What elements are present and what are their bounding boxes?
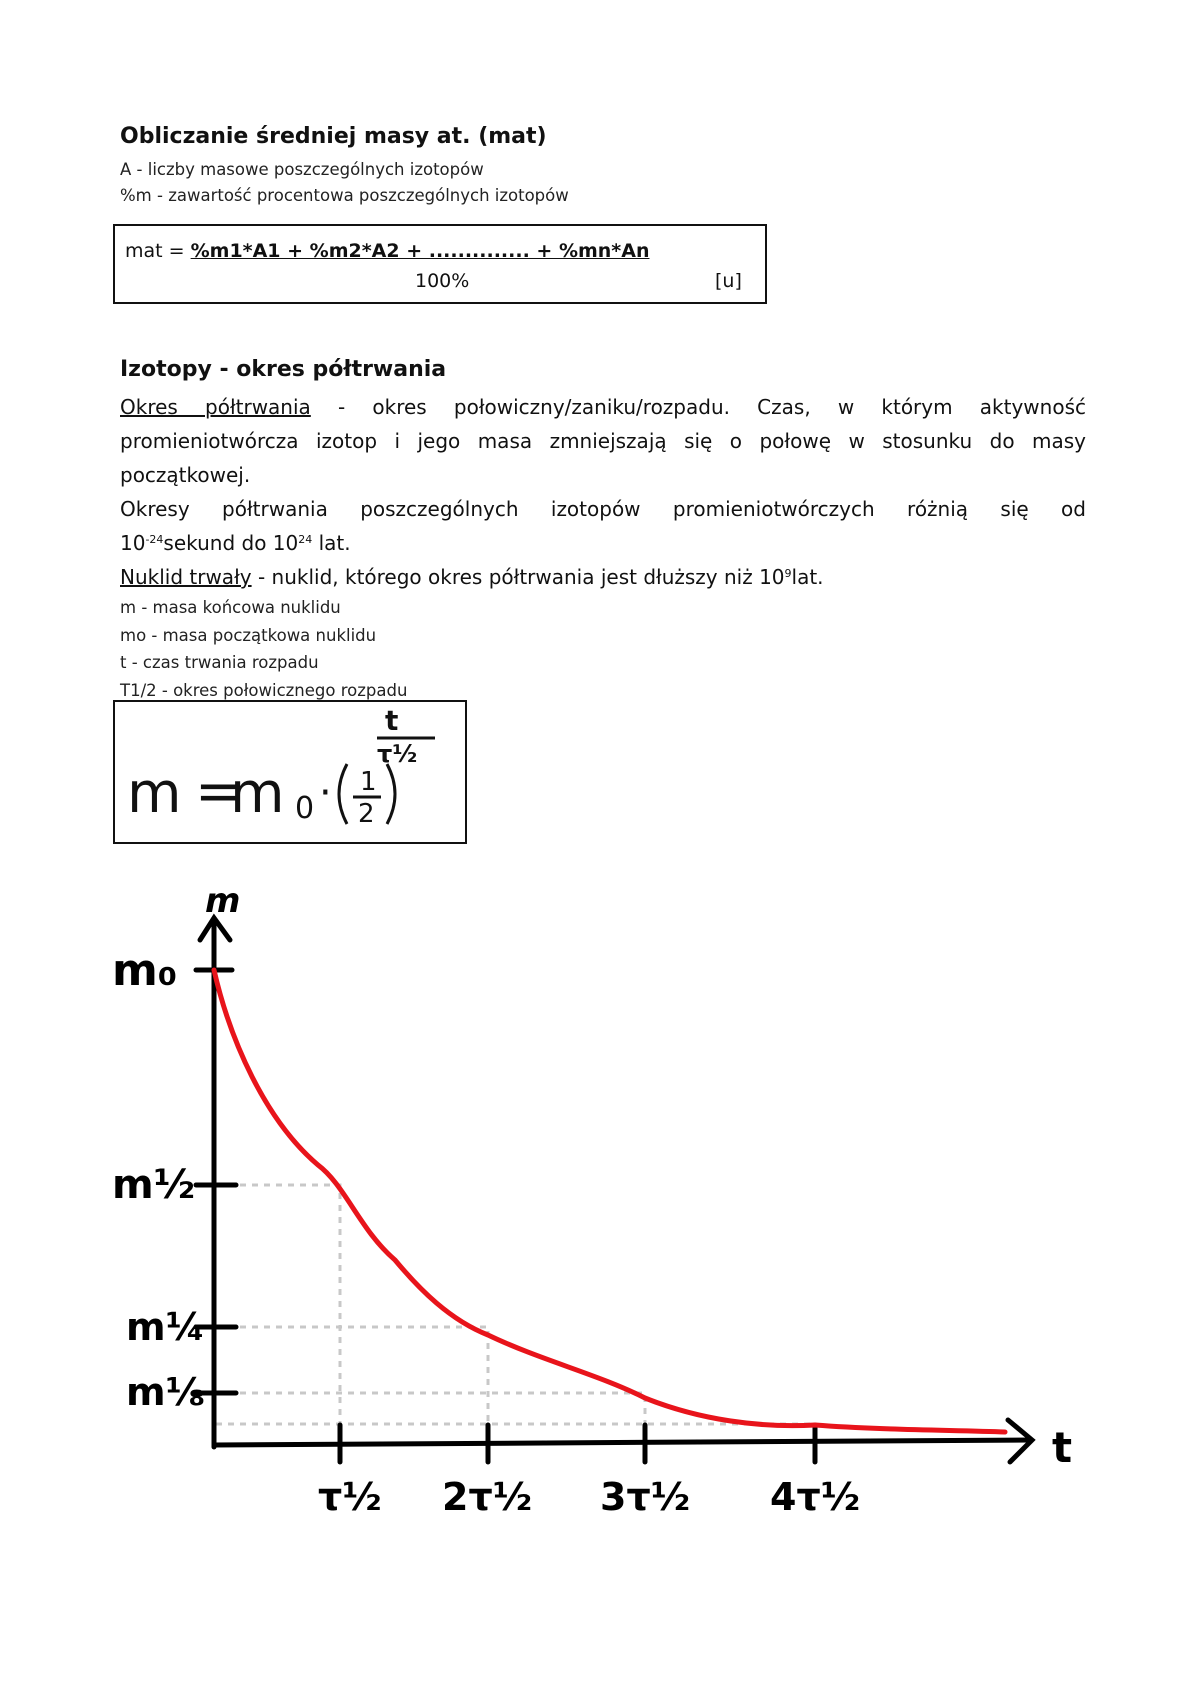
exponent-numerator: t (385, 704, 399, 737)
decay-formula-box (113, 700, 467, 844)
formula-denominator: 100% (415, 270, 470, 292)
formula-m0: m (230, 761, 285, 826)
exponent: 9 (784, 567, 792, 580)
text-fragment: sekund do 10 (163, 531, 299, 555)
paragraph-line: początkowej. (120, 463, 251, 487)
y-label-half: m½ (112, 1162, 196, 1208)
guide-eighth (216, 1393, 645, 1440)
definition-A: A - liczby masowe poszczególnych izotopów (120, 160, 484, 179)
term-stable-nuclide: Nuklid trwały (120, 565, 252, 589)
paragraph-line: promieniotwórcza izotop i jego masa zmniejszają się o połowę w stosunku do masy (120, 429, 1086, 453)
paragraph-line: Okresy półtrwania poszczególnych izotopów promieniotwórczych różnią się od (120, 497, 1086, 521)
definition-m0: mo - masa początkowa nuklidu (120, 625, 377, 645)
formula-dot: · (319, 770, 332, 816)
guide-half (216, 1185, 340, 1440)
term-half-life: Okres półtrwania (120, 395, 311, 419)
section-title-half-life: Izotopy - okres półtrwania (120, 357, 447, 382)
definition-T-half: T1/2 - okres połowicznego rozpadu (120, 680, 408, 700)
half-denominator: 2 (358, 799, 375, 829)
half-life-paragraph (120, 390, 1086, 594)
formula-lhs: mat = (125, 240, 191, 262)
exponent: -24 (145, 533, 164, 546)
paragraph-line (120, 526, 1086, 560)
formula-unit: [u] (715, 270, 742, 292)
y-label-quarter: m¼ (126, 1305, 205, 1349)
y-axis-label: m (205, 881, 241, 921)
text-fragment: lat. (791, 565, 824, 589)
y-label-m0: m₀ (112, 945, 178, 996)
exponent-denominator: τ½ (377, 740, 418, 768)
guide-lines (216, 1185, 810, 1440)
x-label-3: 3τ½ (600, 1475, 691, 1519)
variable-definitions (120, 594, 407, 704)
x-label-2: 2τ½ (442, 1475, 533, 1519)
average-mass-formula-box (113, 224, 767, 304)
paragraph-line (120, 560, 1086, 594)
x-label-1: τ½ (318, 1475, 382, 1519)
formula-numerator: %m1*A1 + %m2*A2 + .............. + %mn*An (190, 240, 650, 262)
x-label-4: 4τ½ (770, 1475, 861, 1519)
paragraph-line: - okres połowiczny/zaniku/rozpadu. Czas, w którym aktywność (338, 395, 1086, 419)
formula-equals: = (195, 759, 242, 824)
exponent: 24 (298, 533, 313, 546)
formula-m: m (127, 761, 182, 826)
definition-m: m - masa końcowa nuklidu (120, 598, 341, 617)
x-axis (214, 1440, 1030, 1445)
decay-curve (214, 970, 1005, 1432)
section-title-average-mass: Obliczanie średniej masy at. (mat) (120, 124, 547, 149)
text-fragment: - nuklid, którego okres półtrwania jest dłuższy niż 10 (251, 565, 785, 589)
y-label-eighth: m⅛ (126, 1370, 205, 1414)
text-fragment: lat. (312, 531, 351, 555)
formula-m0-subscript: 0 (295, 791, 315, 826)
right-paren (387, 764, 395, 824)
x-axis-label: t (1052, 1423, 1073, 1472)
axes (196, 918, 1032, 1462)
half-numerator: 1 (360, 767, 377, 797)
decay-graph (0, 860, 1200, 1560)
definition-t: t - czas trwania rozpadu (120, 653, 319, 672)
decay-formula-handwritten (115, 702, 465, 842)
definition-percent-m: %m - zawartość procentowa poszczególnych izotopów (120, 186, 569, 205)
left-paren (339, 764, 347, 824)
text-fragment: 10 (120, 531, 146, 555)
